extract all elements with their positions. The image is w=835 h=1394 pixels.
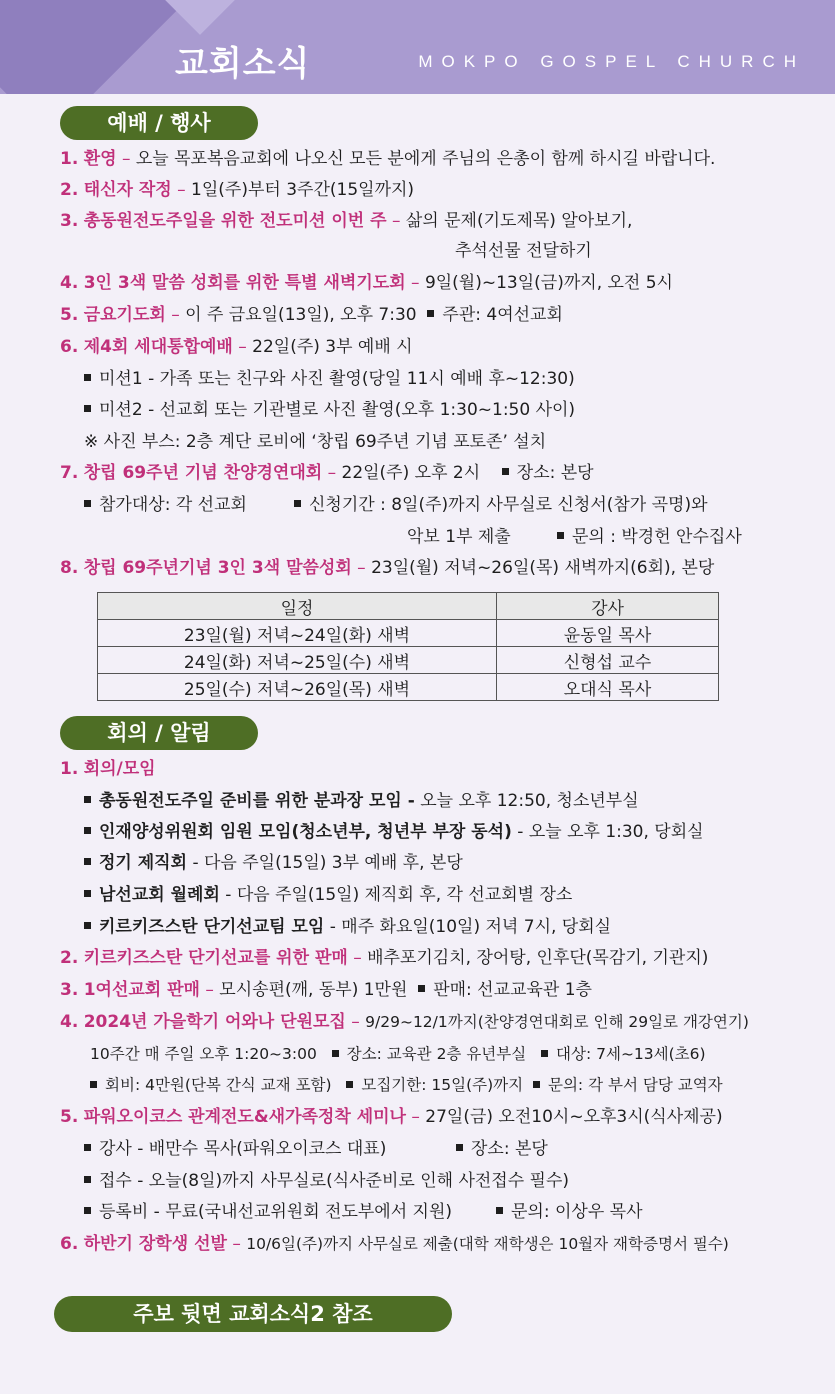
header-banner: [0, 0, 835, 94]
sub-item: 강사 - 배만수 목사(파워오이코스 대표): [84, 1138, 386, 1160]
list-item: 4. 3인 3색 말씀 성회를 위한 특별 새벽기도회 – 9일(월)~13일(금)까지, 오전 5시: [60, 273, 673, 293]
list-item: 6. 하반기 장학생 선발 – 10/6일(주)까지 사무실로 제출(대학 재학생은 10월자 재학증명서 필수): [60, 1234, 729, 1254]
sub-item: 신청기간 : 8일(주)까지 사무실로 신청서(참가 곡명)와: [294, 494, 708, 516]
list-item: 1. 환영 – 오늘 목포복음교회에 나오신 모든 분에게 주님의 은총이 함께 하시길 바랍니다.: [60, 149, 716, 169]
bullet-icon: [84, 922, 91, 929]
table-row: [98, 647, 719, 674]
sub-item: 10주간 매 주일 오후 1:20~3:00 장소: 교육관 2층 유년부실 대상: 7세~13세(초6): [90, 1045, 706, 1063]
bullet-icon: [84, 405, 91, 412]
sub-item: 인재양성위원회 임원 모임(청소년부, 청년부 부장 동석) - 오늘 오후 1:30, 당회실: [84, 821, 704, 843]
list-item: 3. 1여선교회 판매 – 모시송편(깨, 동부) 1만원 판매: 선교교육관 1층: [60, 980, 592, 1000]
sub-item: 문의: 이상우 목사: [496, 1201, 643, 1223]
bullet-icon: [427, 310, 434, 317]
list-item: 5. 금요기도회 – 이 주 금요일(13일), 오후 7:30 주관: 4여선교회: [60, 305, 563, 325]
bullet-icon: [84, 1144, 91, 1151]
bullet-icon: [557, 532, 564, 539]
list-item: 6. 제4회 세대통합예배 – 22일(주) 3부 예배 시: [60, 337, 413, 357]
bullet-icon: [84, 796, 91, 803]
sub-item-continued: 악보 1부 제출: [407, 527, 511, 547]
page-title: 교회소식: [175, 44, 311, 84]
bullet-icon: [90, 1081, 97, 1088]
sub-item: 총동원전도주일 준비를 위한 분과장 모임 - 오늘 오후 12:50, 청소년부실: [84, 790, 639, 812]
bullet-icon: [496, 1207, 503, 1214]
section-title-worship: 예배 / 행사: [60, 106, 258, 140]
bullet-icon: [84, 890, 91, 897]
list-item: 3. 총동원전도주일을 위한 전도미션 이번 주 – 삶의 문제(기도제목) 알아보기,: [60, 211, 633, 231]
sub-item: 장소: 본당: [456, 1138, 548, 1160]
bullet-icon: [84, 374, 91, 381]
table-row: [98, 620, 719, 647]
bullet-icon: [294, 500, 301, 507]
table-cell: 23일(월) 저녁~24일(화) 새벽: [98, 620, 497, 647]
table-row: [98, 674, 719, 701]
bullet-icon: [541, 1050, 548, 1057]
church-name: MOKPO GOSPEL CHURCH: [418, 52, 805, 71]
footer-note: 주보 뒷면 교회소식2 참조: [54, 1296, 452, 1332]
column-header: 일정: [98, 593, 497, 620]
table-cell: 신형섭 교수: [497, 647, 719, 674]
sub-item: 정기 제직회 - 다음 주일(15일) 3부 예배 후, 본당: [84, 852, 463, 874]
bullet-icon: [502, 468, 509, 475]
bullet-icon: [84, 858, 91, 865]
header-decoration: [0, 0, 177, 94]
sub-item: 미션1 - 가족 또는 친구와 사진 촬영(당일 11시 예배 후~12:30): [84, 368, 575, 390]
bullet-icon: [84, 1207, 91, 1214]
schedule-table: [97, 592, 719, 701]
bullet-icon: [84, 1176, 91, 1183]
bullet-icon: [84, 827, 91, 834]
bullet-icon: [346, 1081, 353, 1088]
table-cell: 오대식 목사: [497, 674, 719, 701]
table-cell: 윤동일 목사: [497, 620, 719, 647]
list-item-continued: 추석선물 전달하기: [455, 241, 592, 261]
sub-item: 미션2 - 선교회 또는 기관별로 사진 촬영(오후 1:30~1:50 사이): [84, 399, 575, 421]
sub-item: 문의 : 박경헌 안수집사: [557, 526, 742, 548]
sub-item: 접수 - 오늘(8일)까지 사무실로(식사준비로 인해 사전접수 필수): [84, 1170, 569, 1192]
list-item: 2. 태신자 작정 – 1일(주)부터 3주간(15일까지): [60, 180, 415, 200]
bullet-icon: [332, 1050, 339, 1057]
sub-item: 남선교회 월례회 - 다음 주일(15일) 제직회 후, 각 선교회별 장소: [84, 884, 572, 906]
list-item: 2. 키르키즈스탄 단기선교를 위한 판매 – 배추포기김치, 장어탕, 인후단(목감기, 기관지): [60, 948, 709, 968]
sub-item: 등록비 - 무료(국내선교위원회 전도부에서 지원): [84, 1201, 452, 1223]
bullet-icon: [456, 1144, 463, 1151]
bullet-icon: [84, 500, 91, 507]
table-cell: 25일(수) 저녁~26일(목) 새벽: [98, 674, 497, 701]
bullet-icon: [533, 1081, 540, 1088]
sub-item: 키르키즈스탄 단기선교팀 모임 - 매주 화요일(10일) 저녁 7시, 당회실: [84, 916, 611, 938]
list-item: 7. 창립 69주년 기념 찬양경연대회 – 22일(주) 오후 2시 장소: 본당: [60, 463, 594, 483]
table-header-row: [98, 593, 719, 620]
list-item: 8. 창립 69주년기념 3인 3색 말씀성회 – 23일(월) 저녁~26일(목) 새벽까지(6회), 본당: [60, 558, 715, 578]
column-header: 강사: [497, 593, 719, 620]
note: ※ 사진 부스: 2층 계단 로비에 ‘창립 69주년 기념 포토존’ 설치: [84, 432, 547, 452]
list-item: 4. 2024년 가을학기 어와나 단원모집 – 9/29~12/1까지(찬양경연대회로 인해 29일로 개강연기): [60, 1012, 749, 1032]
sub-item: 참가대상: 각 선교회: [84, 494, 247, 516]
list-item: 5. 파워오이코스 관계전도&새가족정착 세미나 – 27일(금) 오전10시~오후3시(식사제공): [60, 1107, 723, 1127]
section-title-meetings: 회의 / 알림: [60, 716, 258, 750]
bullet-icon: [418, 985, 425, 992]
table-cell: 24일(화) 저녁~25일(수) 새벽: [98, 647, 497, 674]
sub-item: 회비: 4만원(단복 간식 교재 포함) 모집기한: 15일(주)까지 문의: 각 부서 담당 교역자: [90, 1074, 723, 1096]
list-item: 1. 회의/모임: [60, 759, 156, 779]
